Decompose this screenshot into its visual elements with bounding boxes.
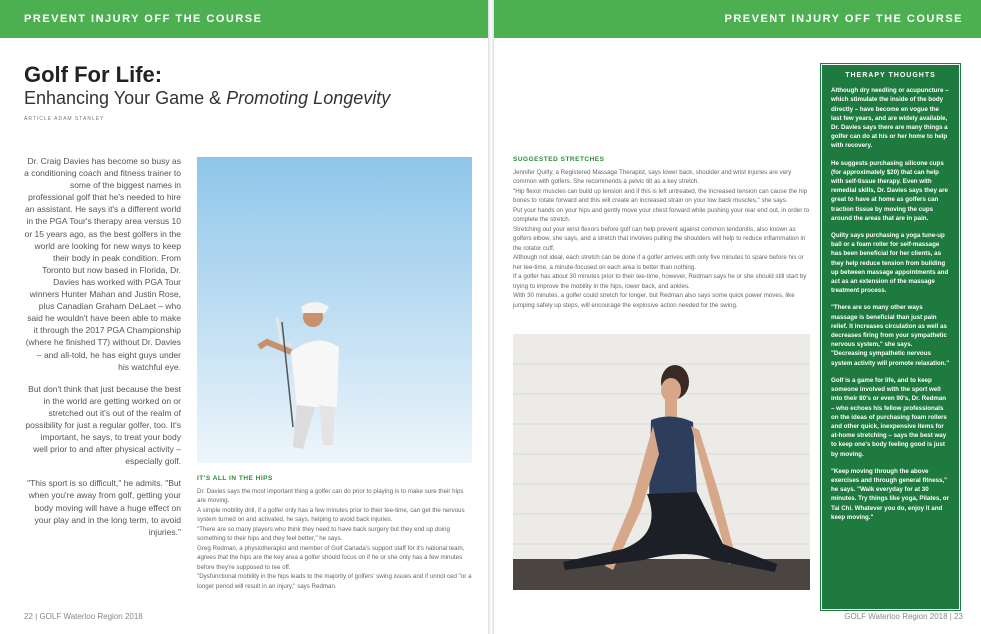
stretches-section xyxy=(513,155,810,310)
hips-paragraph: Dr. Davies says the most important thing a golfer can do prior to playing is to make sure their hips are moving. xyxy=(197,487,464,504)
stretches-paragraph: Put your hands on your hips and gently move your chest forward while pushing your rear end out, in order to complete the stretch. xyxy=(513,206,810,223)
article-byline: ARTICLE ADAM STANLEY xyxy=(24,116,105,122)
intro-paragraph: Dr. Craig Davies has become so busy as a conditioning coach and fitness trainer to some of the biggest names in professional golf that he's needed to hire an assistant. He says it's a different world in the PGA Tour's therapy area versus 10 or 15 years ago, as the best golfers in the world are looking for new ways to keep their body in peak condition. From Toronto but now based in Florida, Dr. Davies has worked with PGA Tour winners Hunter Mahan and Justin Rose, plus Canadian Graham DeLaet – who said he wouldn't have been able to make it through the 2017 PGA Championship (where he finished T7) without Dr. Davies – and all-told, he has eight guys under his watchful eye. xyxy=(24,156,181,372)
stretches-paragraph: Stretching out your wrist flexors before golf can help prevent against common tendonitis, also known as golfers elbow, she says, and a stretch that involves pulling the shoulders will help to reduce inflammation in the rotator cuff. xyxy=(513,225,806,252)
stretches-paragraph: Jennifer Quilty, a Registered Massage Therapist, says lower back, shoulder and wrist injuries are very common with golfers. She recommends a pelvic tilt as a key stretch. xyxy=(513,168,792,185)
section-banner-left xyxy=(0,0,488,38)
sidebar-paragraph: Quilty says purchasing a yoga tune-up ball or a foam roller for self-massage has been beneficial for her clients, as they help reduce tension from building up between massage appointments and act as an extension of the massage treatment process. xyxy=(831,232,949,295)
hips-paragraph: Greg Redman, a physiotherapist and member of Golf Canada's support staff for it's national team, agrees that the hips are the key area a golfer should focus on if he or she only has a few minutes before they're supposed to tee off. xyxy=(197,544,465,571)
sidebar-paragraph: Golf is a game for life, and to keep someone involved with the sport well into their 80's or even 90's, Dr. Redman – who echoes his fellow professionals on the ideas of purchasing foam rollers and other quick, inexpensive items for at-home stretching – says the best way to keep one's body feeling good is just by moving. xyxy=(831,376,947,458)
hips-paragraph: A simple mobility drill, if a golfer only has a few minutes prior to their tee-time, can get the nervous system turned on and activated, he says, helping to avoid back injuries. xyxy=(197,506,465,523)
subtitle-italic: Promoting Longevity xyxy=(226,88,391,108)
sidebar-paragraph: "There are so many other ways massage is beneficial than just pain relief. It increases circulation as well as decreases firing from your sympathetic nervous system," she says. "Decreasing sympathetic nervous system activity will promote relaxation." xyxy=(831,304,950,367)
sidebar-paragraph: He suggests purchasing silicone cups (for approximately $20) that can help with self-tissue therapy. Even with remedial skills, Dr. Davies says they are great to have at home as golfers can traction tissue by moving the cups around the areas that are in pain. xyxy=(831,159,948,222)
stretches-paragraph: With 30 minutes, a golfer could stretch for longer, but Redman also says some quick power moves, like jumping safely up steps, will encourage the explosive action needed for the swing. xyxy=(513,292,795,309)
hips-paragraph: "There are so many players who think they need to have back surgery but they end up doing something to their hips and they feel better," he says. xyxy=(197,525,450,542)
hips-section xyxy=(197,474,472,591)
sidebar-heading: THERAPY THOUGHTS xyxy=(845,72,936,79)
intro-column xyxy=(24,155,181,548)
yoga-photo xyxy=(513,334,810,590)
page-number-left: 22 xyxy=(24,612,33,621)
hips-heading: IT'S ALL IN THE HIPS xyxy=(197,475,273,482)
footer-right: GOLF Waterloo Region 2018 | 23 xyxy=(844,612,963,621)
banner-label-right: PREVENT INJURY OFF THE COURSE xyxy=(724,13,963,25)
article-title: Golf For Life: xyxy=(24,62,163,87)
stretches-paragraph: If a golfer has about 30 minutes prior to their tee-time, however, Redman says he or she should still start by trying to improve the mobility in the hips, lower back, and ankles. xyxy=(513,273,807,290)
footer-left: 22 | GOLF Waterloo Region 2018 xyxy=(24,612,143,621)
golfer-photo xyxy=(197,157,472,463)
section-banner-right xyxy=(494,0,981,38)
sidebar-paragraph: Although dry needling or acupuncture – which stimulate the inside of the body directly – have become en vogue the last few years, and are widely available, Dr. Davies says there are many things a golfer can do at his or her home to help with recovery. xyxy=(831,87,949,150)
article-subtitle xyxy=(24,88,390,109)
intro-paragraph: "This sport is so difficult," he admits. "But when you're away from golf, getting your body moving will have a huge effect on your play and in the long term, to avoid injuries." xyxy=(27,478,181,537)
therapy-thoughts-sidebar xyxy=(821,64,960,610)
sidebar-paragraph: "Keep moving through the above exercises and through general fitness," he says. "Walk everyday for at 30 minutes. Try things like yoga, Pilates, or Tai Chi. Whatever you do, enjoy it and keep moving." xyxy=(831,467,949,521)
publication-left: GOLF Waterloo Region 2018 xyxy=(39,612,143,621)
page-gutter xyxy=(488,0,494,634)
stretches-paragraph: "Hip flexor muscles can build up tension and if this is left untreated, the increased tension can cause the hip bones to rotate forward and this will create an increased strain on your low back muscles," she says. xyxy=(513,187,808,204)
intro-paragraph: But don't think that just because the best in the world are getting worked on or stretched out it's out of the realm of possibility for just a regular golfer, too. It's important, he says, to treat your body well prior to and after physical activity – especially golf. xyxy=(25,383,181,467)
page-number-right: 23 xyxy=(954,612,963,621)
banner-label-left: PREVENT INJURY OFF THE COURSE xyxy=(24,13,263,25)
stretches-heading: SUGGESTED STRETCHES xyxy=(513,156,605,163)
hips-paragraph: "Dysfunctional mobility in the hips leads to the majority of golfers' swing issues and if unnot ced "or a longer period will result in an injury," says Redman. xyxy=(197,573,472,590)
subtitle-plain: Enhancing Your Game & xyxy=(24,88,227,108)
stretches-paragraph: Although not ideal, each stretch can be done if a golfer arrives with only five minutes to spare before his or her tee-time, a minute-focused on each area is better than nothing. xyxy=(513,254,804,271)
publication-right: GOLF Waterloo Region 2018 xyxy=(844,612,948,621)
